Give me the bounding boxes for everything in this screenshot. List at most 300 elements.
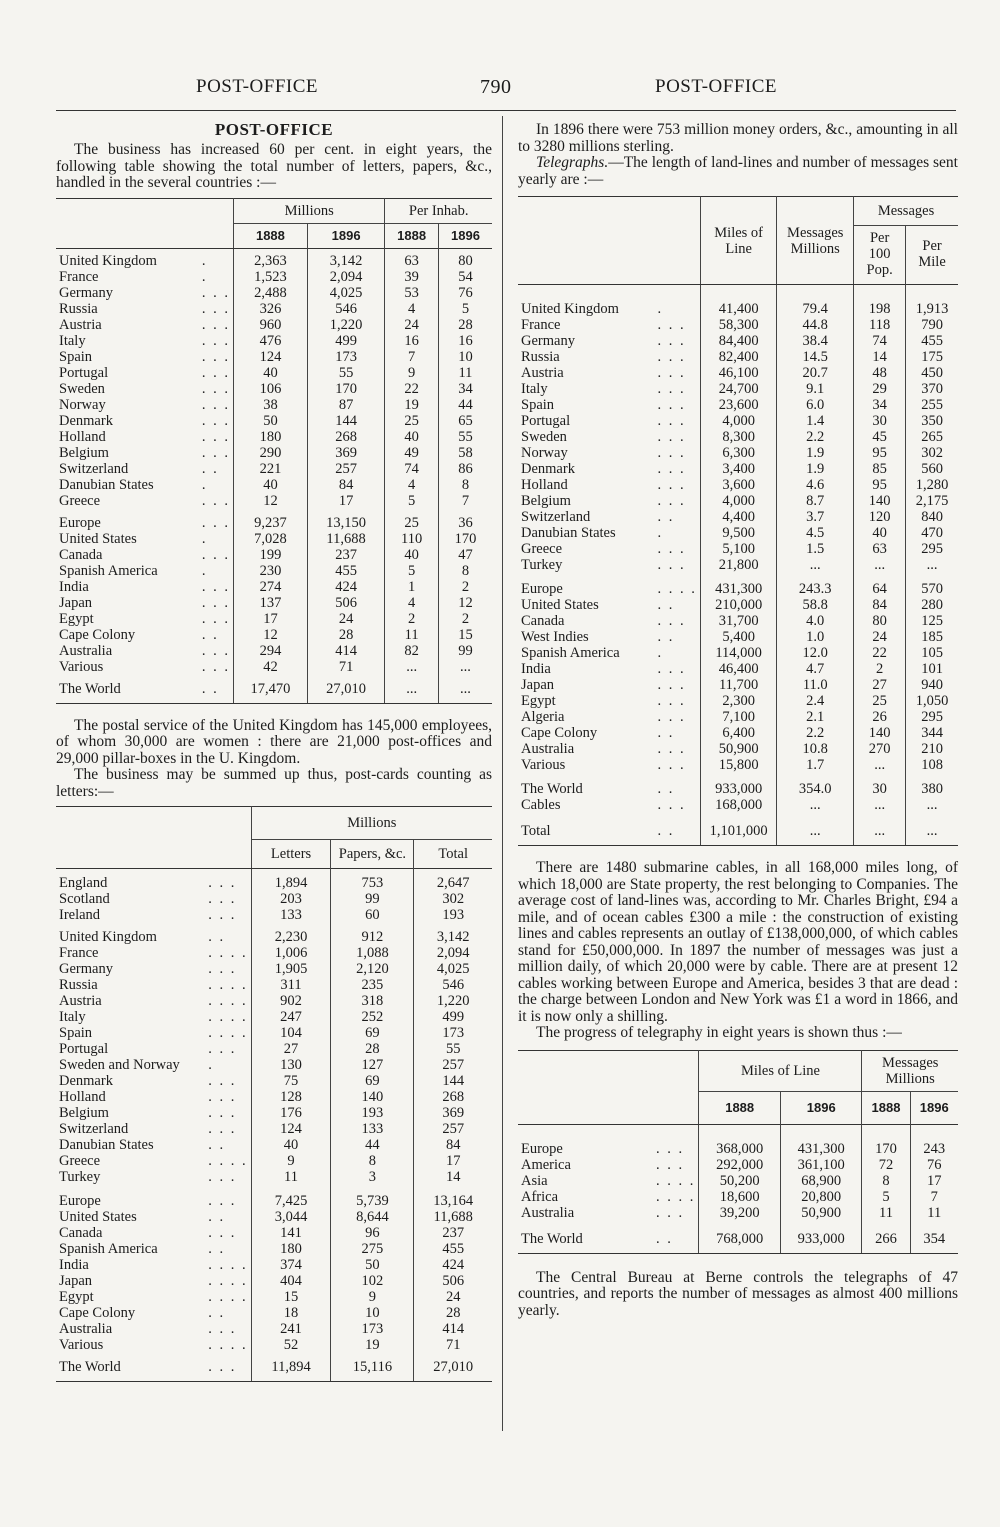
cell-value: 44 <box>331 1137 414 1153</box>
row-leader-dots: . . . <box>208 1193 237 1209</box>
cell-value: 1.0 <box>777 629 854 645</box>
cell-value: 180 <box>251 1241 331 1257</box>
row-label: Japan <box>521 677 555 693</box>
cell-value: 257 <box>414 1121 492 1137</box>
cell-value: 38.4 <box>777 333 854 349</box>
cell-value: 11,688 <box>414 1209 492 1225</box>
cell-value: 380 <box>906 781 958 797</box>
table-row <box>518 509 958 525</box>
row-leader-dots: . . . <box>208 1321 237 1337</box>
cell-value: 9 <box>251 1153 331 1169</box>
row-label: Asia <box>521 1172 548 1189</box>
row-leader-dots: . . . <box>201 642 231 659</box>
row-leader-dots: . . . <box>201 658 231 675</box>
cell-value: 940 <box>906 677 958 693</box>
cell-value: 133 <box>251 907 331 923</box>
cell-value: 28 <box>307 627 385 643</box>
cell-value: ... <box>777 797 854 813</box>
cell-value: 79.4 <box>777 301 854 317</box>
cell-value: 50,900 <box>780 1205 862 1221</box>
row-label: Scotland <box>59 891 110 907</box>
cell-value: 1,280 <box>906 477 958 493</box>
row-label: Cables <box>521 797 561 813</box>
cell-value: 1,905 <box>251 961 331 977</box>
table-row <box>518 1157 958 1173</box>
cell-value: 7,028 <box>234 531 308 547</box>
cell-value: ... <box>854 557 906 573</box>
table-row <box>56 1137 492 1153</box>
cell-value: 64 <box>854 581 906 597</box>
cell-value: 5,739 <box>331 1193 414 1209</box>
table-row <box>56 961 492 977</box>
table-row <box>56 1209 492 1225</box>
cell-value: ... <box>777 823 854 846</box>
cell-value: 2 <box>385 611 439 627</box>
cell-value: 8 <box>862 1173 910 1189</box>
cell-value: 95 <box>854 445 906 461</box>
row-leader-dots: . <box>201 530 208 547</box>
cell-value: 72 <box>862 1157 910 1173</box>
row-label: Cape Colony <box>59 626 136 643</box>
row-label: England <box>59 875 108 891</box>
cell-value: 53 <box>385 285 439 301</box>
cell-value: 13,150 <box>307 515 385 531</box>
table-row <box>518 413 958 429</box>
cell-value: 110 <box>385 531 439 547</box>
cell-value: 68,900 <box>780 1173 862 1189</box>
cell-value: 198 <box>854 301 906 317</box>
row-label: Sweden <box>521 429 567 445</box>
cell-value: 58.8 <box>777 597 854 613</box>
table-row <box>56 611 492 627</box>
cell-value: 247 <box>251 1009 331 1025</box>
cell-value: 55 <box>414 1041 492 1057</box>
row-leader-dots: . . . . <box>208 1289 248 1305</box>
cell-value: 210 <box>906 741 958 757</box>
row-leader-dots: . . . <box>657 757 686 773</box>
cell-value: 176 <box>251 1105 331 1121</box>
cell-value: 168,000 <box>700 797 777 813</box>
row-leader-dots: . . . <box>656 1204 685 1221</box>
cell-value: 20.7 <box>777 365 854 381</box>
cell-value: 499 <box>307 333 385 349</box>
row-leader-dots: . <box>657 301 664 317</box>
row-leader-dots: . . <box>657 725 675 741</box>
telegraph-table <box>518 196 958 846</box>
cell-value: 5 <box>385 493 439 509</box>
row-leader-dots: . . . <box>657 557 686 573</box>
cell-value: 933,000 <box>700 781 777 797</box>
telegraphs-label: Telegraphs. <box>536 154 609 171</box>
cell-value: 74 <box>385 461 439 477</box>
table-row <box>518 693 958 709</box>
cell-value: 5 <box>438 301 492 317</box>
row-leader-dots: . <box>201 476 208 493</box>
cell-value: 82 <box>385 643 439 659</box>
table-row <box>518 365 958 381</box>
cell-value: 17 <box>234 611 308 627</box>
cell-value: 42 <box>234 659 308 675</box>
section-title: POST-OFFICE <box>214 120 334 139</box>
row-label: Germany <box>521 333 575 349</box>
cell-value: 369 <box>307 445 385 461</box>
row-label: Switzerland <box>521 509 591 525</box>
row-leader-dots: . . . . <box>656 1188 696 1205</box>
cell-value: 546 <box>307 301 385 317</box>
cell-value: 48 <box>854 365 906 381</box>
cell-value: 39 <box>385 269 439 285</box>
cell-value: 24 <box>854 629 906 645</box>
row-leader-dots: . . <box>208 1241 226 1257</box>
cell-value: 12 <box>234 627 308 643</box>
table-row <box>518 301 958 317</box>
t4-year: 1896 <box>910 1091 958 1124</box>
row-leader-dots: . . . <box>208 1089 237 1105</box>
row-label: Austria <box>521 365 564 381</box>
cell-value: 40 <box>234 477 308 493</box>
row-label: America <box>521 1156 571 1173</box>
cell-value: 26 <box>854 709 906 725</box>
cell-value: 2,647 <box>414 875 492 891</box>
row-leader-dots: . . . . <box>208 1273 248 1289</box>
t3-body-c <box>518 773 958 813</box>
cell-value: 235 <box>331 977 414 993</box>
row-label: The World <box>521 781 583 797</box>
row-leader-dots: . . . <box>208 1041 237 1057</box>
row-label: Europe <box>59 514 101 531</box>
cell-value: 16 <box>385 333 439 349</box>
summed-paragraph: The business may be summed up thus, post-cards counting as letters:— <box>56 766 492 800</box>
cell-value: 3 <box>331 1169 414 1185</box>
t1-year: 1896 <box>438 223 492 248</box>
row-leader-dots: . . . <box>205 1359 251 1382</box>
row-leader-dots: . . . <box>657 709 686 725</box>
cell-value: 470 <box>906 525 958 541</box>
cell-value: 99 <box>331 891 414 907</box>
cell-value: 4.6 <box>777 477 854 493</box>
table-row <box>56 365 492 381</box>
cell-value: 302 <box>906 445 958 461</box>
cell-value: 455 <box>414 1241 492 1257</box>
cell-value: 7,100 <box>700 709 777 725</box>
row-leader-dots: . . . . <box>657 581 697 597</box>
row-label: Spain <box>521 397 555 413</box>
row-leader-dots: . . . <box>201 546 231 563</box>
cell-value: 9 <box>331 1289 414 1305</box>
cell-value: 95 <box>854 477 906 493</box>
table-row <box>518 461 958 477</box>
cell-value: 11,700 <box>700 677 777 693</box>
cell-value: 8 <box>331 1153 414 1169</box>
cell-value: 25 <box>385 515 439 531</box>
cell-value: 3.7 <box>777 509 854 525</box>
row-label: Danubian States <box>521 525 616 541</box>
cell-value: 424 <box>414 1257 492 1273</box>
t4-group-messages: Messages Millions <box>862 1050 958 1091</box>
row-label: The World <box>56 681 199 704</box>
cell-value: 210,000 <box>700 597 777 613</box>
table-row <box>56 595 492 611</box>
table-row <box>56 563 492 579</box>
cell-value: 50,900 <box>700 741 777 757</box>
cell-value: 17 <box>414 1153 492 1169</box>
row-leader-dots: . . <box>657 629 675 645</box>
cell-value: 65 <box>438 413 492 429</box>
cell-value: 63 <box>854 541 906 557</box>
row-leader-dots: . . . <box>657 613 686 629</box>
cell-value: 4,025 <box>307 285 385 301</box>
table-row <box>56 875 492 891</box>
cell-value: 30 <box>854 781 906 797</box>
cell-value: 52 <box>251 1337 331 1353</box>
cell-value: 12 <box>438 595 492 611</box>
intro-paragraph: The business has increased 60 per cent. in eight years, the following table showing the total number of letters, papers, &c., handled in the several countries :— <box>56 141 492 191</box>
row-label: Sweden <box>59 380 105 397</box>
table-row <box>518 445 958 461</box>
cell-value: 221 <box>234 461 308 477</box>
row-leader-dots: . . . . <box>208 1025 248 1041</box>
row-leader-dots: . . . <box>657 461 686 477</box>
cell-value: 40 <box>251 1137 331 1153</box>
row-leader-dots: . <box>657 525 664 541</box>
table-row <box>56 1193 492 1209</box>
t1-group-per-inhab: Per Inhab. <box>385 198 492 223</box>
cell-value: 16 <box>438 333 492 349</box>
cell-value: 34 <box>438 381 492 397</box>
table-row <box>518 581 958 597</box>
cell-value: 237 <box>307 547 385 563</box>
cell-value: 6.0 <box>777 397 854 413</box>
t1-year: 1888 <box>234 223 308 248</box>
table-row <box>56 1289 492 1305</box>
cell-value: 170 <box>438 531 492 547</box>
cell-value: 292,000 <box>699 1157 781 1173</box>
cell-value: 24 <box>307 611 385 627</box>
row-label: Japan <box>59 1273 93 1289</box>
cell-value: 50,200 <box>699 1173 781 1189</box>
cell-value: ... <box>906 823 958 846</box>
row-leader-dots: . . . <box>657 741 686 757</box>
cell-value: 370 <box>906 381 958 397</box>
cell-value: 414 <box>414 1321 492 1337</box>
row-leader-dots: . . . <box>657 349 686 365</box>
table-row <box>518 645 958 661</box>
cell-value: 14 <box>414 1169 492 1185</box>
row-leader-dots: . . . <box>201 300 231 317</box>
cell-value: 58 <box>438 445 492 461</box>
row-leader-dots: . . . . <box>208 1153 248 1169</box>
t4-year: 1896 <box>780 1091 862 1124</box>
cell-value: 24 <box>385 317 439 333</box>
cell-value: 506 <box>307 595 385 611</box>
cell-value: 40 <box>385 547 439 563</box>
cell-value: 7 <box>438 493 492 509</box>
table-row <box>56 659 492 675</box>
cell-value: 2 <box>438 579 492 595</box>
cell-value: 5 <box>385 563 439 579</box>
row-leader-dots: . . . <box>657 333 686 349</box>
cell-value: 124 <box>234 349 308 365</box>
row-leader-dots: . . . <box>201 610 231 627</box>
table-row <box>56 627 492 643</box>
cell-value: 369 <box>414 1105 492 1121</box>
cell-value: 2,300 <box>700 693 777 709</box>
cell-value: 28 <box>414 1305 492 1321</box>
row-label: Greece <box>59 1153 101 1169</box>
cell-value: 1,894 <box>251 875 331 891</box>
row-label: Russia <box>521 349 560 365</box>
cell-value: 49 <box>385 445 439 461</box>
row-label: Canada <box>59 546 103 563</box>
row-leader-dots: . . . <box>201 492 231 509</box>
cell-value: 14.5 <box>777 349 854 365</box>
row-leader-dots: . <box>201 562 208 579</box>
table-row <box>518 381 958 397</box>
cell-value: 85 <box>854 461 906 477</box>
cell-value: 257 <box>414 1057 492 1073</box>
cell-value: 499 <box>414 1009 492 1025</box>
cell-value: 11,894 <box>251 1359 331 1382</box>
row-leader-dots: . . <box>208 1209 226 1225</box>
cell-value: 127 <box>331 1057 414 1073</box>
cell-value: 295 <box>906 541 958 557</box>
cell-value: 125 <box>906 613 958 629</box>
row-leader-dots: . . . . <box>208 945 248 961</box>
cell-value: 63 <box>385 253 439 269</box>
cell-value: 326 <box>234 301 308 317</box>
cell-value: 1 <box>385 579 439 595</box>
table-row <box>518 781 958 797</box>
row-leader-dots: . <box>657 645 664 661</box>
cell-value: 39,200 <box>699 1205 781 1221</box>
table-row <box>56 333 492 349</box>
cell-value: 128 <box>251 1089 331 1105</box>
cell-value: 1,523 <box>234 269 308 285</box>
t4-year: 1888 <box>862 1091 910 1124</box>
row-label: Turkey <box>59 1169 101 1185</box>
row-leader-dots: . . <box>201 626 219 643</box>
t4-year: 1888 <box>699 1091 781 1124</box>
row-label: Various <box>59 1337 104 1353</box>
cell-value: 40 <box>234 365 308 381</box>
cell-value: 173 <box>331 1321 414 1337</box>
cell-value: 290 <box>234 445 308 461</box>
telegraph-progress-table <box>518 1050 958 1254</box>
cell-value: 144 <box>307 413 385 429</box>
cell-value: 2 <box>438 611 492 627</box>
cell-value: 173 <box>414 1025 492 1041</box>
cell-value: 38 <box>234 397 308 413</box>
row-leader-dots: . . . <box>208 875 237 891</box>
cell-value: 25 <box>854 693 906 709</box>
cell-value: 96 <box>331 1225 414 1241</box>
t3-col-miles: Miles of Line <box>700 197 777 285</box>
cell-value: 84 <box>854 597 906 613</box>
row-label: Europe <box>59 1193 101 1209</box>
t4-body <box>518 1124 958 1221</box>
cell-value: 268 <box>414 1089 492 1105</box>
cell-value: 114,000 <box>700 645 777 661</box>
cell-value: 8.7 <box>777 493 854 509</box>
table-row <box>518 333 958 349</box>
cell-value: 170 <box>862 1141 910 1157</box>
cell-value: 257 <box>307 461 385 477</box>
cell-value: 9,500 <box>700 525 777 541</box>
cell-value: 3,044 <box>251 1209 331 1225</box>
cell-value: 570 <box>906 581 958 597</box>
cell-value: 140 <box>854 725 906 741</box>
cell-value: 80 <box>438 253 492 269</box>
t2-col-papers: Papers, &c. <box>331 840 414 869</box>
row-label: United States <box>59 530 137 547</box>
cell-value: 2.2 <box>777 725 854 741</box>
cell-value: 768,000 <box>699 1231 781 1254</box>
row-label: Australia <box>59 642 113 659</box>
row-leader-dots: . <box>201 252 208 269</box>
t3-col-per-mile: Per Mile <box>906 226 958 285</box>
cell-value: 5,400 <box>700 629 777 645</box>
table-row <box>56 1073 492 1089</box>
table-row <box>518 1231 958 1254</box>
row-label: France <box>59 945 99 961</box>
t2-body-c <box>56 1185 492 1353</box>
row-leader-dots: . . . <box>656 1140 685 1157</box>
cell-value: 140 <box>331 1089 414 1105</box>
cell-value: 1.9 <box>777 461 854 477</box>
row-label: Denmark <box>59 1073 113 1089</box>
cell-value: 11,688 <box>307 531 385 547</box>
row-label: Greece <box>59 492 101 509</box>
t4-group-miles: Miles of Line <box>699 1050 862 1091</box>
table-row <box>518 725 958 741</box>
t3-total <box>518 813 958 846</box>
cell-value: 4,000 <box>700 413 777 429</box>
employees-paragraph: The postal service of the United Kingdom has 145,000 employees, of whom 30,000 are women : there are 21,000 post-offices and 29,000 pillar-boxes in the U. Kingdom. <box>56 716 492 767</box>
row-leader-dots: . . <box>657 781 675 797</box>
cell-value: 27,010 <box>307 681 385 704</box>
row-leader-dots: . . . <box>657 429 686 445</box>
table-row <box>56 285 492 301</box>
row-label: Italy <box>59 332 86 349</box>
cell-value: 24,700 <box>700 381 777 397</box>
left-column <box>56 120 492 1382</box>
cell-value: 4 <box>385 301 439 317</box>
t2-group-millions: Millions <box>251 807 492 840</box>
cell-value: 933,000 <box>780 1231 862 1254</box>
table-row <box>56 1089 492 1105</box>
table-row <box>56 945 492 961</box>
cell-value: ... <box>854 823 906 846</box>
row-leader-dots: . . . <box>208 1225 237 1241</box>
t3-body-b <box>518 573 958 773</box>
cell-value: 23,600 <box>700 397 777 413</box>
cell-value: 175 <box>906 349 958 365</box>
row-label: Europe <box>521 1140 563 1157</box>
row-leader-dots: . . . <box>201 428 231 445</box>
row-label: Canada <box>59 1225 103 1241</box>
cell-value: 8,644 <box>331 1209 414 1225</box>
cell-value: 18,600 <box>699 1189 781 1205</box>
cell-value: 455 <box>906 333 958 349</box>
table-row <box>56 1337 492 1353</box>
cell-value: 84,400 <box>700 333 777 349</box>
row-label: Belgium <box>59 444 109 461</box>
row-label: Italy <box>521 381 548 397</box>
row-label: Holland <box>59 1089 106 1105</box>
table-row <box>518 1189 958 1205</box>
cell-value: 31,700 <box>700 613 777 629</box>
cell-value: 27 <box>854 677 906 693</box>
